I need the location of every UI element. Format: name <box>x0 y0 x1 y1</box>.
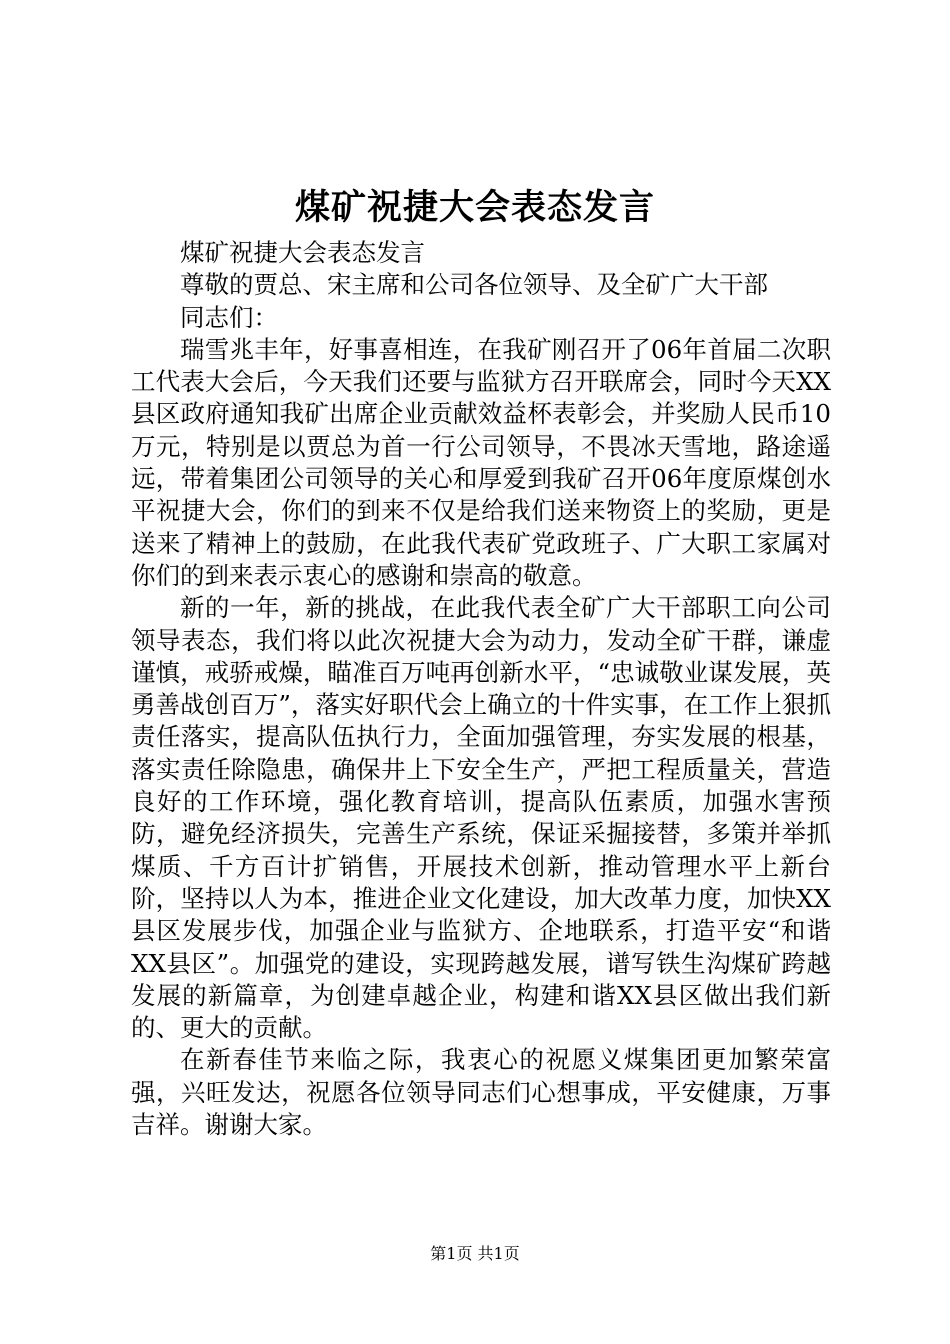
document-title: 煤矿祝捷大会表态发言 <box>294 187 655 228</box>
document-body <box>131 237 831 1141</box>
body-paragraph: 瑞雪兆丰年，好事喜相连，在我矿刚召开了06年首届二次职工代表大会后，今天我们还要与监狱方召开联席会，同时今天XX县区政府通知我矿出席企业贡献效益杯表彰会，并奖励人民币10万元，特别是以贾总为首一行公司领导，不畏冰天雪地，路途遥远，带着集团公司领导的关心和厚爱到我矿召开06年度原煤创水平祝捷大会，你们的到来不仅是给我们送来物资上的奖励，更是送来了精神上的鼓励，在此我代表矿党政班子、广大职工家属对你们的到来表示衷心的感谢和崇高的敬意。 <box>131 334 831 590</box>
opening-heading-line: 煤矿祝捷大会表态发言 <box>180 238 425 267</box>
page-footer: 第1页 共1页 <box>430 1244 520 1263</box>
closing-paragraph: 在新春佳节来临之际，我衷心的祝愿义煤集团更加繁荣富强，兴旺发达，祝愿各位领导同志们心想事成，平安健康，万事吉祥。谢谢大家。 <box>131 1045 831 1140</box>
body-paragraph: 新的一年，新的挑战，在此我代表全矿广大干部职工向公司领导表态，我们将以此次祝捷大会为动力，发动全矿干群，谦虚谨慎，戒骄戒燥，瞄准百万吨再创新水平，“忠诚敬业谋发展，英勇善战创百万”，落实好职代会上确立的十件实事，在工作上狠抓责任落实，提高队伍执行力，全面加强管理，夯实发展的根基，落实责任除隐患，确保井上下安全生产，严把工程质量关，营造良好的工作环境，强化教育培训，提高队伍素质，加强水害预防，避免经济损失，完善生产系统，保证采掘接替，多策并举抓煤质、千方百计扩销售，开展技术创新，推动管理水平上新台阶，坚持以人为本，推进企业文化建设，加大改革力度，加快XX县区发展步伐，加强企业与监狱方、企地联系，打造平安“和谐XX县区”。加强党的建设，实现跨越发展，谱写铁生沟煤矿跨越发展的新篇章，为创建卓越企业，构建和谐XX县区做出我们新的、更大的贡献。 <box>131 593 831 1043</box>
salutation-line: 尊敬的贾总、宋主席和公司各位领导、及全矿广大干部 <box>180 270 768 300</box>
salutation-continuation: 同志们： <box>180 302 278 332</box>
